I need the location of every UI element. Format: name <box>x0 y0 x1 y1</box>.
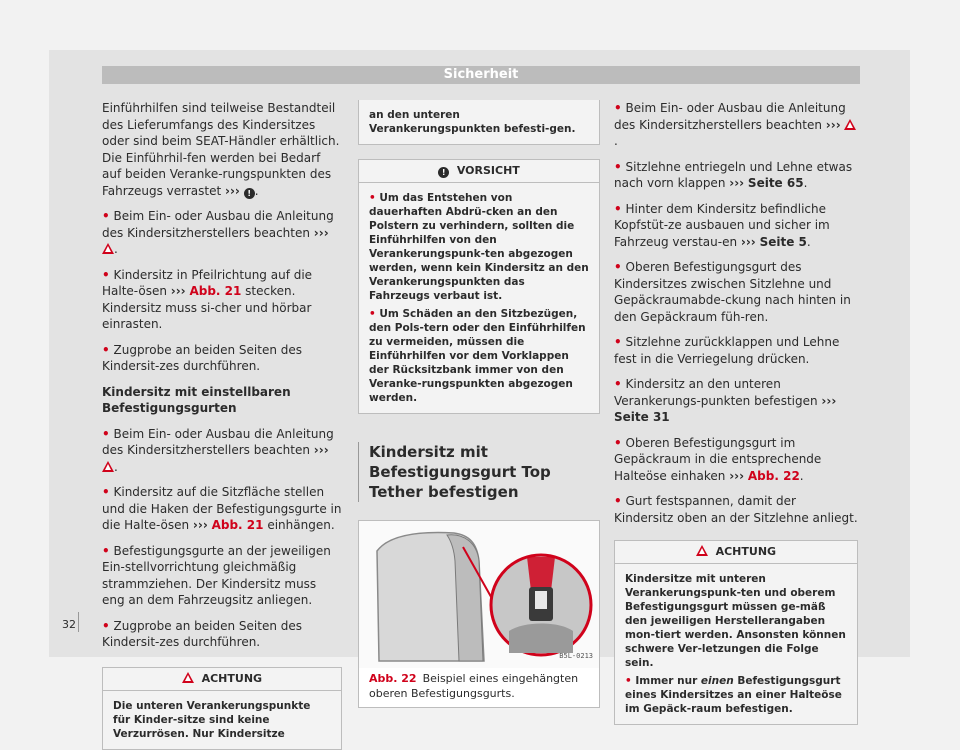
subheading: Kindersitz mit einstellbaren Befestigungsgurten <box>102 384 291 415</box>
margin-rule <box>78 612 79 632</box>
column-3 <box>614 100 858 725</box>
list-item: • Oberen Befestigungsgurt im Gepäckraum in die entsprechende Halteöse einhaken ››› Abb. 22. <box>614 435 822 483</box>
figure-code: B5L-0213 <box>559 651 593 660</box>
column-1 <box>102 100 342 750</box>
list-item: • Kindersitz an den unteren Verankerungs-punkten befestigen ››› Seite 31 <box>614 377 837 424</box>
warning-box-header: ACHTUNG <box>615 541 857 564</box>
warning-icon <box>844 119 856 130</box>
list-item: • Zugprobe an beiden Seiten des Kindersit-zes durchführen. <box>102 342 303 373</box>
bullet-icon: • <box>614 377 622 391</box>
seat-illustration <box>359 521 599 668</box>
caution-box-header: ! VORSICHT <box>359 160 599 183</box>
list-item: • Immer nur einen Befestigungsgurt eines Kindersitzes an einer Halteöse im Gepäck-raum befestigen. <box>625 675 842 715</box>
bullet-icon: • <box>369 192 376 204</box>
list-item: • Beim Ein- oder Ausbau die Anleitung des Kindersitzherstellers beachten ››› . <box>102 209 334 256</box>
warning-icon <box>102 243 114 254</box>
page-header: Sicherheit <box>102 66 860 84</box>
bullet-icon: • <box>102 618 110 633</box>
bullet-icon: • <box>102 342 110 357</box>
list-item: • Beim Ein- oder Ausbau die Anleitung des Kindersitzherstellers beachten ››› . <box>102 426 334 474</box>
warning-box-text: Kindersitze mit unteren Verankerungspunk-ten und oberem Befestigungsgurt müssen ge-mäß den jeweiligen Herstellerangaben mon-tiert werden. Ansonsten können schwere Ver-letzungen die Folge sein. <box>625 573 846 669</box>
page-link[interactable]: Seite 31 <box>614 410 670 424</box>
figure-link[interactable]: Abb. 22 <box>747 468 800 483</box>
figure-link[interactable]: Abb. 21 <box>211 518 264 532</box>
list-item: • Befestigungsgurte an der jeweiligen Ein-stellvorrichtung gleichmäßig strammziehen. Der Kindersitz muss eng an dem Fahrzeugsitz anliegen. <box>102 543 331 607</box>
warning-box <box>102 667 342 750</box>
figure-caption: Abb. 22 Beispiel eines eingehängten oberen Befestigungsgurts. <box>369 672 579 700</box>
list-item: • Oberen Befestigungsgurt des Kindersitzes zwischen Sitzlehne und Gepäckraumabde-ckung nach hinten in den Gepäckraum füh-ren. <box>614 260 851 324</box>
warning-box-header: ACHTUNG <box>103 668 341 691</box>
bullet-icon: • <box>614 260 622 274</box>
info-icon: ! <box>244 188 255 199</box>
list-item: • Kindersitz auf die Sitzfläche stellen und die Haken der Befestigungsgurte in die Halte-ösen ››› Abb. 21 einhängen. <box>102 485 342 532</box>
bullet-icon: • <box>102 426 110 441</box>
bullet-icon: • <box>614 159 622 174</box>
caution-box <box>358 159 600 414</box>
section-title: Kindersitz mit Befestigungsgurt Top Tether befestigen <box>358 442 600 502</box>
list-item: • Zugprobe an beiden Seiten des Kindersit-zes durchführen. <box>102 618 303 649</box>
bullet-icon: • <box>369 308 376 320</box>
info-icon: ! <box>438 167 449 178</box>
figure <box>358 520 600 708</box>
list-item: • Um Schäden an den Sitzbezügen, den Pols-tern oder den Einführhilfen zu vermeiden, müssen die Einführhilfen vor dem Vorklappen der Rücksitzbank immer von den Veranke-rungspunkten abgezogen werden. <box>369 308 586 404</box>
page-number: 32 <box>62 618 76 631</box>
list-item: • Hinter dem Kindersitz befindliche Kopfstüt-ze ausbauen und sicher im Fahrzeug verstau-en ››› Seite 5. <box>614 201 830 249</box>
list-item: • Beim Ein- oder Ausbau die Anleitung des Kindersitzherstellers beachten ››› . <box>614 100 858 150</box>
list-item: • Kindersitz in Pfeilrichtung auf die Halte-ösen ››› Abb. 21 stecken. Kindersitz muss si-cher und hörbar einrasten. <box>102 267 313 331</box>
warning-icon <box>102 461 114 472</box>
page-link[interactable]: Seite 5 <box>759 234 807 249</box>
warning-box-continued: an den unteren Verankerungspunkten befesti-gen. <box>358 100 600 145</box>
warning-icon <box>182 672 194 683</box>
bullet-icon: • <box>102 267 110 282</box>
bullet-icon: • <box>625 675 632 687</box>
column-2 <box>358 100 600 708</box>
page-link[interactable]: Seite 65 <box>747 176 804 190</box>
list-item: • Sitzlehne zurückklappen und Lehne fest in die Verriegelung drücken. <box>614 335 840 366</box>
list-item: • Um das Entstehen von dauerhaften Abdrü-cken an den Polstern zu verhindern, sollten die Einführhilfen von den Verankerungspunk-ten abgezogen werden, wenn kein Kindersitz an den Verankerungspunkten das Fahrzeugs verbaut ist. <box>369 192 589 302</box>
figure-link[interactable]: Abb. 21 <box>189 284 242 298</box>
bullet-icon: • <box>102 543 110 558</box>
bullet-icon: • <box>614 435 622 450</box>
list-item: • Gurt festspannen, damit der Kindersitz oben an der Sitzlehne anliegt. <box>614 494 858 525</box>
warning-icon <box>696 545 708 556</box>
intro-paragraph: Einführhilfen sind teilweise Bestandteil des Lieferumfangs des Kindersitzes oder sind beim SEAT-Händler erhältlich. Die Einführhil-fen werden bei Bedarf auf beiden Veranke-rungspunkten des Fahrzeugs verrastet ››› ! . <box>102 101 340 198</box>
bullet-icon: • <box>614 494 622 508</box>
bullet-icon: • <box>614 101 622 115</box>
bullet-icon: • <box>614 201 622 216</box>
figure-drawing <box>359 521 599 668</box>
warning-box <box>614 540 858 725</box>
bullet-icon: • <box>102 209 110 223</box>
warning-box-text: Die unteren Verankerungspunkte für Kinder-sitze sind keine Verzurrösen. Nur Kindersitze <box>113 699 311 740</box>
bullet-icon: • <box>102 485 110 499</box>
list-item: • Sitzlehne entriegeln und Lehne etwas nach vorn klappen ››› Seite 65. <box>614 159 853 190</box>
bullet-icon: • <box>614 335 622 349</box>
